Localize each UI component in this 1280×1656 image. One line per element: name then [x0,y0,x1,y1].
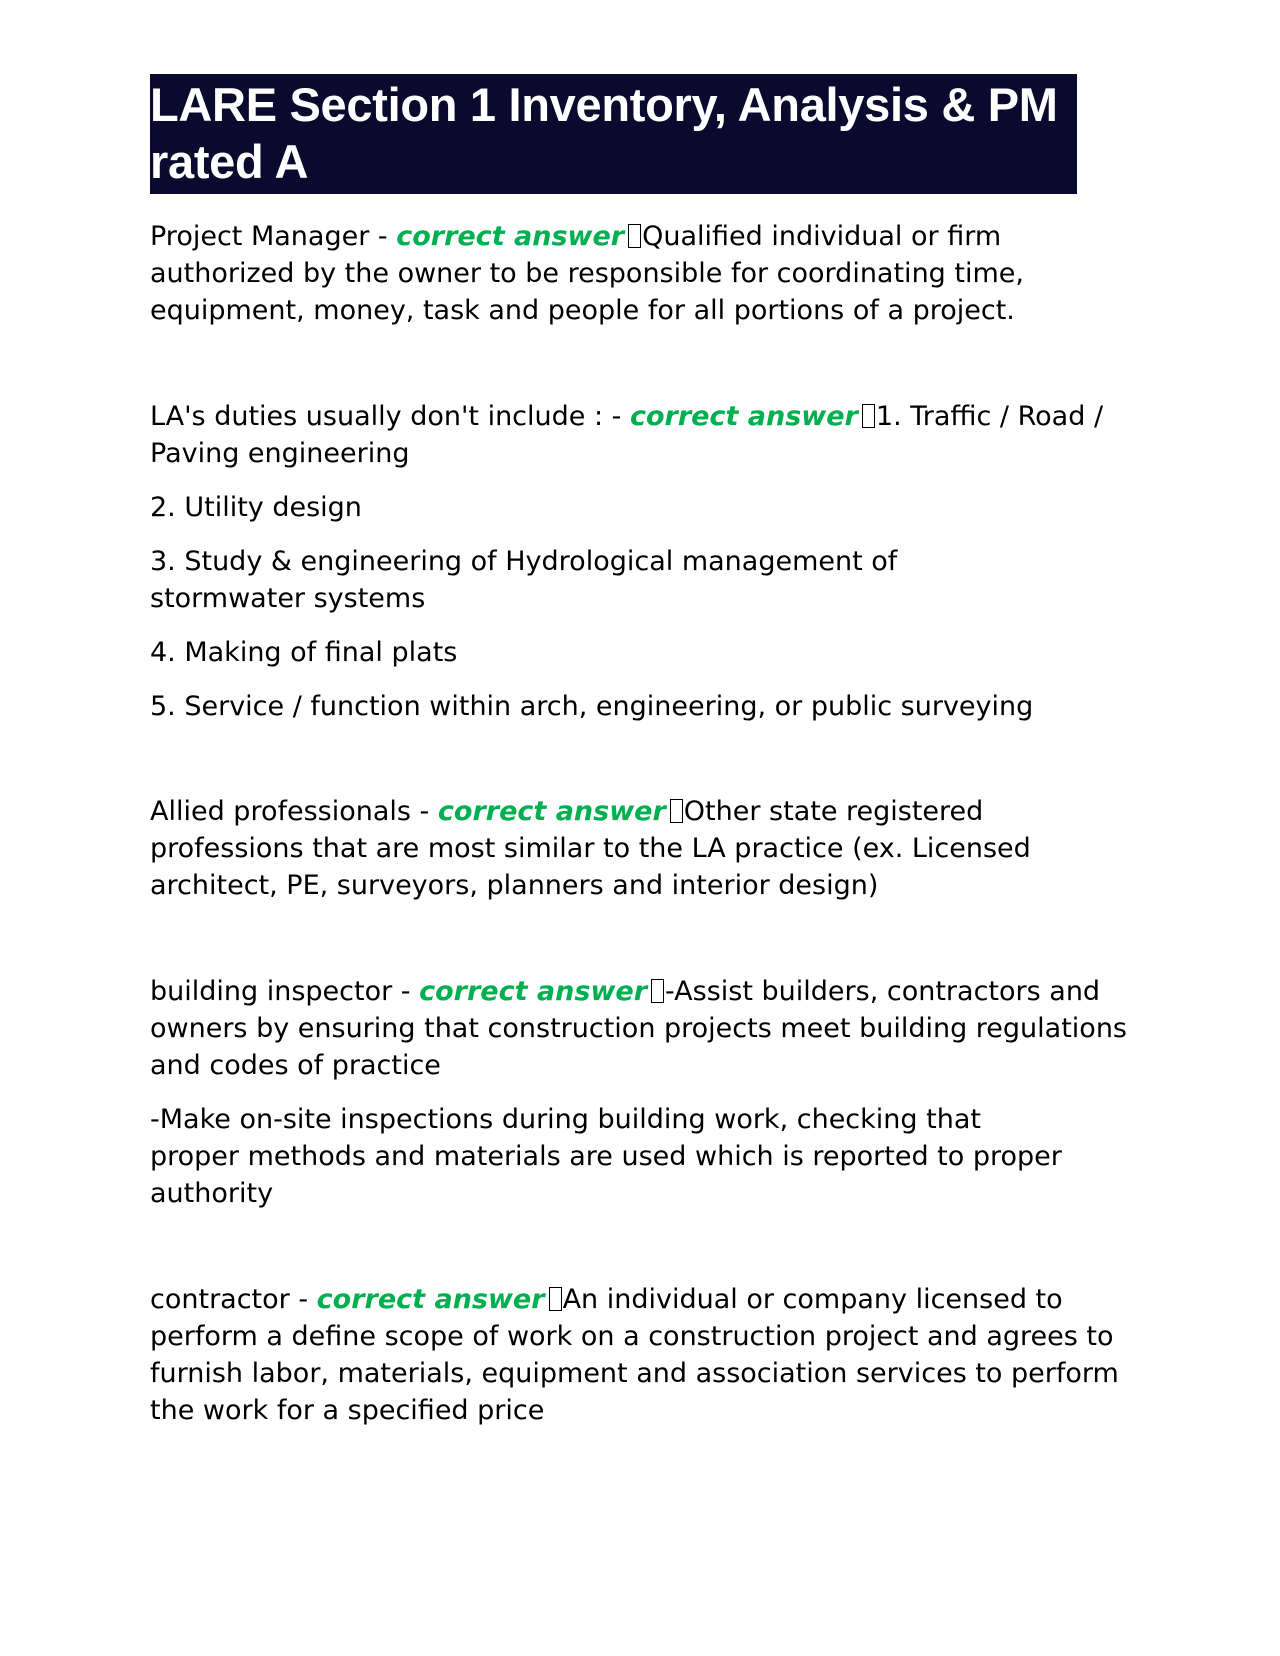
missing-glyph-icon [670,799,683,823]
correct-answer-label: correct answer [419,976,648,1007]
entry-answer-text: 1. Traffic / Road / Paving engineering [150,401,1104,469]
flashcard-entry [150,1281,1130,1429]
title-banner [150,74,1077,194]
correct-answer-label: correct answer [396,221,625,252]
entry-question [150,398,1130,472]
entry-answer-text: Other state registered professions that are most similar to the LA practice (ex. Licensed architect, PE, surveyors, planners and interior design) [150,796,1031,901]
entry-answer-paragraph: 4. Making of final plats [150,637,458,668]
entry-answer-paragraph: 2. Utility design [150,492,362,523]
entry-answer-text: -Assist builders, contractors and owners by ensuring that construction projects meet building regulations and codes of practice [150,976,1127,1081]
document-page [150,74,1130,1498]
flashcard-entry [150,973,1130,1212]
entry-term: Allied professionals - [150,796,438,827]
missing-glyph-icon [549,1287,562,1311]
flashcard-entry [150,218,1130,329]
flashcard-list [150,218,1130,1429]
correct-answer-label: correct answer [437,796,666,827]
entry-answer-paragraph: -Make on-site inspections during building work, checking that proper methods and materials are used which is reported to proper authority [150,1104,1062,1209]
entry-question [150,973,1130,1084]
entry-question [150,793,1130,904]
entry-term: Project Manager - [150,221,397,252]
entry-term: LA's duties usually don't include : - [150,401,630,432]
entry-answer-paragraph: 3. Study & engineering of Hydrological management of stormwater systems [150,546,898,614]
missing-glyph-icon [651,979,664,1003]
entry-question [150,1281,1130,1429]
missing-glyph-icon [628,224,641,248]
document-title: LARE Section 1 Inventory, Analysis & PM rated A [150,78,1058,188]
entry-answer-paragraph: 5. Service / function within arch, engineering, or public surveying [150,691,1034,722]
flashcard-entry [150,793,1130,904]
flashcard-entry [150,398,1130,725]
entry-answer-text: Qualified individual or firm authorized by the owner to be responsible for coordinating time, equipment, money, task and people for all portions of a project. [150,221,1024,326]
correct-answer-label: correct answer [316,1284,545,1315]
entry-term: building inspector - [150,976,420,1007]
correct-answer-label: correct answer [629,401,858,432]
entry-question [150,218,1130,329]
entry-answer-text: An individual or company licensed to perform a define scope of work on a construction project and agrees to furnish labor, materials, equipment and association services to perform the work for a specified price [150,1284,1119,1426]
missing-glyph-icon [862,404,875,428]
entry-term: contractor - [150,1284,317,1315]
